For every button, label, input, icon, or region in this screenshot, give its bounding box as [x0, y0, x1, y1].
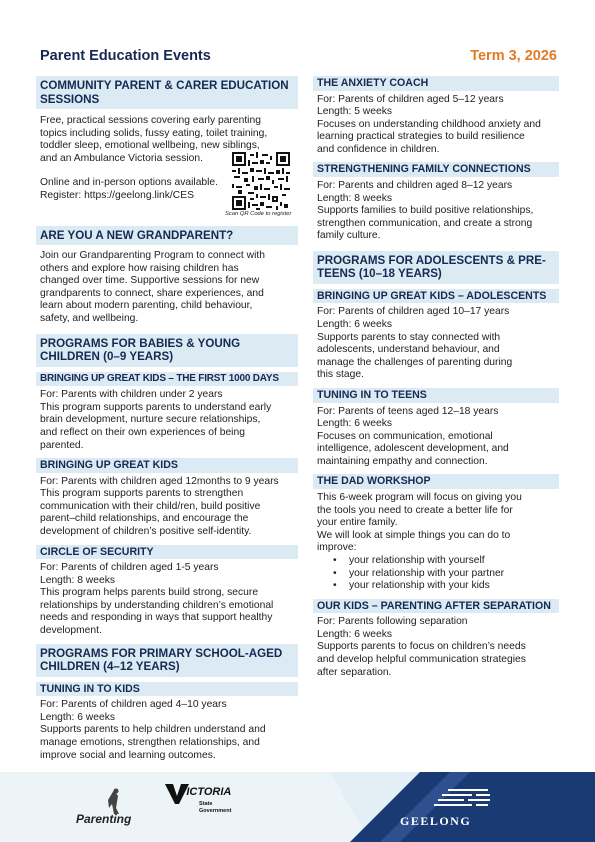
section-heading: PROGRAMS FOR PRIMARY SCHOOL-AGED CHILDREN (4–12 YEARS): [36, 644, 298, 677]
subsection-heading: BRINGING UP GREAT KIDS: [36, 458, 298, 473]
text-line: Supports parents to focus on children’s needs: [317, 641, 526, 653]
text-line: safety, and wellbeing.: [40, 313, 139, 325]
regional-parenting-logo: [74, 788, 154, 828]
text-line: For: Parents of children aged 1-5 years: [40, 562, 219, 574]
text-line: communication with their child/ren, build positive: [40, 500, 261, 512]
text-line: manage the challenges of parenting during: [317, 356, 513, 368]
text-line: learn about modern parenting, child behaviour,: [40, 300, 253, 312]
text-line: development.: [40, 625, 102, 637]
text-line: adolescents, understand behaviour, and: [317, 344, 500, 356]
subsection-heading: TUNING IN TO KIDS: [36, 682, 298, 697]
text-line: Length: 6 weeks: [40, 711, 115, 723]
text-line: Supports parents to stay connected with: [317, 331, 501, 343]
logo-subtext: State Government: [199, 801, 232, 814]
text-line: and confidence in children.: [317, 143, 440, 155]
text-line: and reflect on their own experiences of being: [40, 426, 245, 438]
list-item: • your relationship with yourself: [333, 555, 559, 568]
geelong-waves-icon: [398, 786, 498, 814]
text-line: improve social and learning outcomes.: [40, 749, 216, 761]
text-line: and an Ambulance Victoria session.: [40, 152, 203, 164]
section-body: [36, 389, 298, 452]
text-line: This program supports parents to strengthen: [40, 488, 244, 500]
section-heading: PROGRAMS FOR ADOLESCENTS & PRE-TEENS (10–18 YEARS): [313, 251, 559, 284]
subsection-heading: BRINGING UP GREAT KIDS – THE FIRST 1000 DAYS: [36, 372, 298, 387]
text-line: For: Parents of children aged 10–17 years: [317, 306, 510, 318]
text-line: Length: 6 weeks: [317, 628, 392, 640]
text-line: Length: 8 weeks: [317, 192, 392, 204]
text-line: Length: 6 weeks: [317, 418, 392, 430]
term-label: Term 3, 2026: [470, 48, 557, 64]
section-body: [313, 492, 559, 555]
list-item: • your relationship with your partner: [333, 568, 559, 581]
text-line: parented.: [40, 439, 84, 451]
subsection-heading: THE ANXIETY COACH: [313, 76, 559, 91]
text-line: after separation.: [317, 666, 392, 678]
text-line: intelligence, adolescent development, and: [317, 443, 509, 455]
text-line: Focuses on communication, emotional: [317, 430, 493, 442]
page-title: Parent Education Events: [40, 48, 211, 64]
text-line: For: Parents of children aged 4–10 years: [40, 699, 227, 711]
section-heading: ARE YOU A NEW GRANDPARENT?: [36, 226, 298, 246]
text-line: Length: 8 weeks: [40, 574, 115, 586]
text-line: grandparents to connect, share experiences, and: [40, 287, 264, 299]
text-line: For: Parents with children aged 12months to 9 years: [40, 475, 279, 487]
text-line: For: Parents and children aged 8–12 years: [317, 179, 513, 191]
text-line: others and explore how raising children has: [40, 262, 239, 274]
text-line: Length: 5 weeks: [317, 106, 392, 118]
section-body: [36, 699, 298, 762]
text-line: For: Parents of teens aged 12–18 years: [317, 405, 499, 417]
text-line: This program helps parents build strong, secure: [40, 587, 259, 599]
section-heading: COMMUNITY PARENT & CARER EDUCATION SESSIONS: [36, 76, 298, 109]
text-line: We will look at simple things you can do to: [317, 529, 511, 541]
text-line: family culture.: [317, 230, 381, 242]
text-line: For: Parents following separation: [317, 616, 468, 628]
text-line: This 6-week program will focus on giving you: [317, 491, 522, 503]
text-line: improve:: [317, 542, 357, 554]
section-body: [313, 306, 559, 382]
text-line: this stage.: [317, 369, 364, 381]
text-line: parent–child relationships, and encourage the: [40, 513, 249, 525]
text-line: topics including solids, fussy eating, toilet training,: [40, 127, 268, 139]
logo-text: VICTORIA: [179, 786, 232, 798]
text-line: your entire family.: [317, 517, 398, 529]
subsection-heading: OUR KIDS – PARENTING AFTER SEPARATION: [313, 599, 559, 614]
text-line: needs and responding in ways that support healthy: [40, 612, 273, 624]
text-line: the tools you need to create a better life for: [317, 504, 513, 516]
text-line: brain development, nurture secure relationships,: [40, 414, 261, 426]
text-line: learning practical strategies to build resilience: [317, 131, 525, 143]
section-body: [36, 250, 298, 326]
section-body: [313, 180, 559, 243]
text-line: development of children’s positive self-identity.: [40, 525, 252, 537]
section-body: [36, 476, 298, 539]
text-line: toddler sleep, emotional wellbeing, new siblings,: [40, 140, 260, 152]
subsection-heading: TUNING IN TO TEENS: [313, 388, 559, 403]
logo-text: GEELONG: [400, 814, 472, 828]
text-line: maintaining empathy and connection.: [317, 455, 488, 467]
section-body: [313, 94, 559, 157]
text-line: and develop helpful communication strategies: [317, 654, 526, 665]
text-line: manage emotions, strengthen relationships, and: [40, 736, 260, 748]
qr-caption: Scan QR Code to register: [225, 211, 292, 217]
text-line: This program supports parents to understand early: [40, 401, 272, 413]
text-line: For: Parents with children under 2 years: [40, 389, 223, 401]
subsection-heading: BRINGING UP GREAT KIDS – ADOLESCENTS: [313, 289, 559, 304]
text-line: relationships by understanding children’s emotional: [40, 599, 274, 611]
text-line: Focuses on understanding childhood anxiety and: [317, 118, 541, 130]
text-line: For: Parents of children aged 5–12 years: [317, 93, 504, 105]
geelong-logo: [398, 786, 498, 832]
subsection-heading: STRENGTHENING FAMILY CONNECTIONS: [313, 162, 559, 177]
text-line: Supports families to build positive relationships,: [317, 205, 534, 217]
section-body: [313, 406, 559, 469]
right-column: [313, 76, 559, 679]
text-line: strengthen communication, and create a strong: [317, 217, 533, 229]
section-body: [313, 616, 559, 679]
text-line: changed over time. Supportive sessions for new: [40, 275, 260, 287]
section-heading: PROGRAMS FOR BABIES & YOUNG CHILDREN (0–9 YEARS): [36, 334, 298, 367]
text-line: Length: 6 weeks: [317, 319, 392, 331]
logo-text: Parenting: [76, 812, 132, 826]
text-line: Supports parents to help children understand and: [40, 724, 266, 736]
subsection-heading: THE DAD WORKSHOP: [313, 474, 559, 489]
bullet-list: [313, 555, 559, 593]
text-line: Free, practical sessions covering early parenting: [40, 115, 261, 126]
subsection-heading: CIRCLE OF SECURITY: [36, 545, 298, 560]
list-item: • your relationship with your kids: [333, 580, 559, 593]
section-body: [36, 562, 298, 638]
victoria-logo: [165, 784, 235, 826]
text-line: Online and in-person options available.: [40, 177, 219, 189]
register-link[interactable]: Register: https://geelong.link/CES: [40, 189, 194, 201]
qr-code[interactable]: [232, 152, 290, 210]
text-line: Join our Grandparenting Program to connect with: [40, 250, 265, 262]
